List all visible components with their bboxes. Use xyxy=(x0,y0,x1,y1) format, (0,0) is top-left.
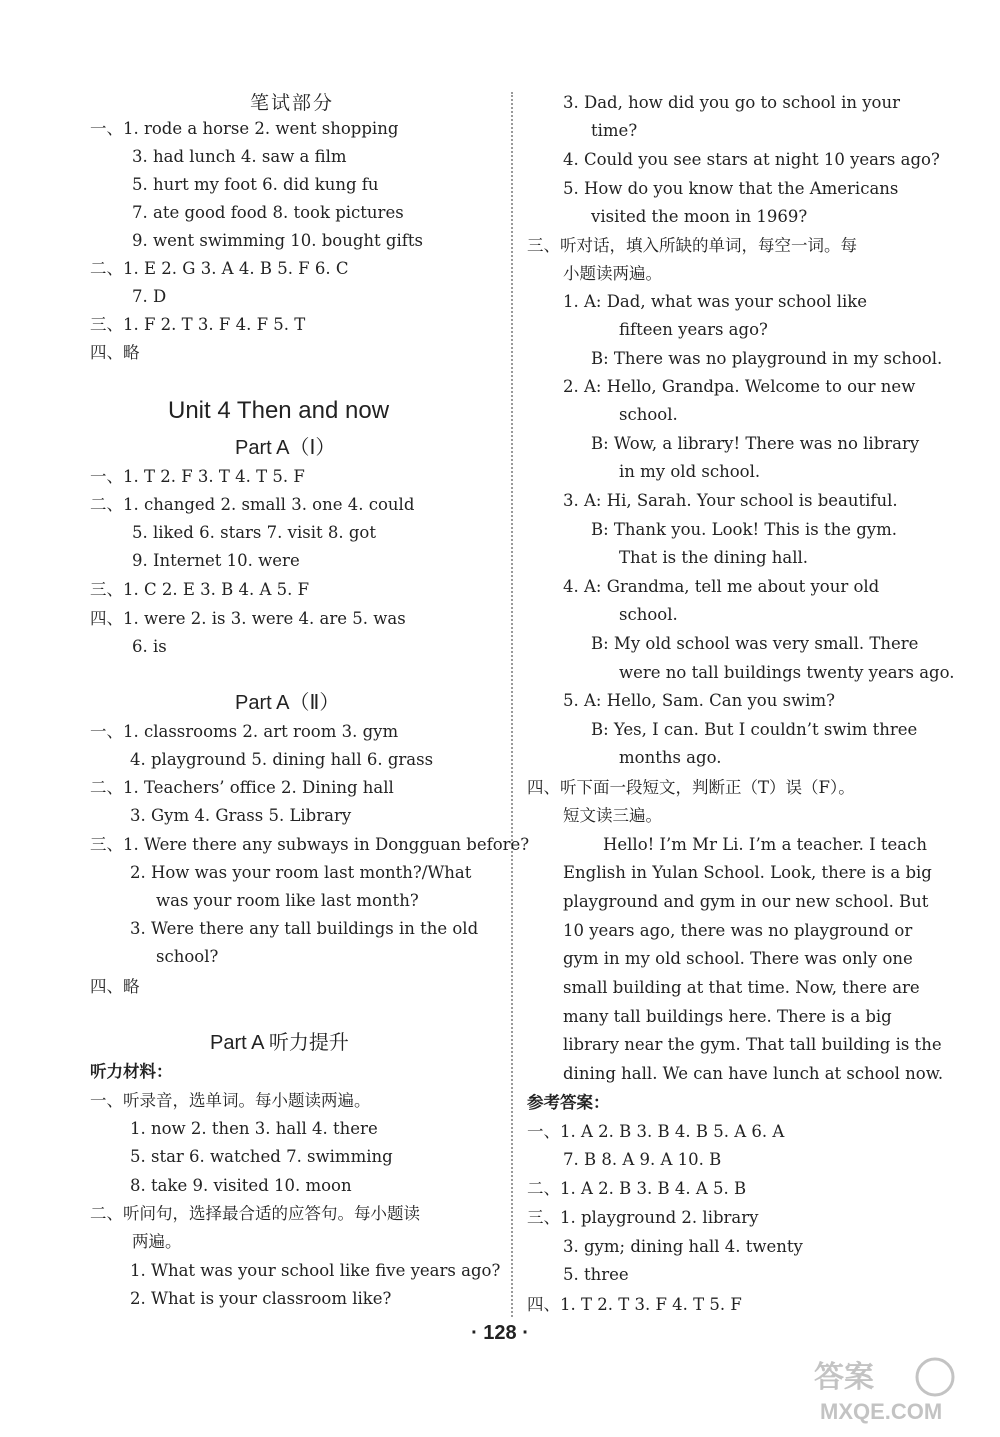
answer-line: 9. Internet 10. were xyxy=(132,551,300,570)
answer-line: 3. gym; dining hall 4. twenty xyxy=(563,1237,803,1256)
answer-line: 7. B 8. A 9. A 10. B xyxy=(563,1150,722,1169)
answer-line: 一、1. rode a horse 2. went shopping xyxy=(90,119,399,138)
answer-line: 4. Could you see stars at night 10 years ago? xyxy=(563,150,940,169)
part-title: Part A 听力提升 xyxy=(210,1032,349,1054)
answer-line: 8. take 9. visited 10. moon xyxy=(130,1176,352,1195)
answer-line: 一、1. T 2. F 3. T 4. T 5. F xyxy=(90,467,305,486)
answer-line: 二、1. Teachers’ office 2. Dining hall xyxy=(90,778,394,797)
answer-line: were no tall buildings twenty years ago. xyxy=(619,663,955,682)
answer-line: 四、1. T 2. T 3. F 4. T 5. F xyxy=(527,1295,742,1314)
answer-line: 3. Gym 4. Grass 5. Library xyxy=(130,806,352,825)
answer-line: 二、听问句，选择最合适的应答句。每小题读 xyxy=(90,1204,420,1223)
answer-line: in my old school. xyxy=(619,462,761,481)
passage-line: dining hall. We can have lunch at school now. xyxy=(563,1064,944,1083)
answer-line: 一、1. classrooms 2. art room 3. gym xyxy=(90,722,399,741)
answer-line: 两遍。 xyxy=(132,1232,182,1251)
passage-line: Hello! I’m Mr Li. I’m a teacher. I teach xyxy=(603,835,927,854)
passage-line: gym in my old school. There was only one xyxy=(563,949,913,968)
svg-text:MXQE.COM: MXQE.COM xyxy=(820,1399,943,1424)
answer-line: 4. playground 5. dining hall 6. grass xyxy=(130,750,434,769)
answer-line: 四、听下面一段短文，判断正（T）误（F）。 xyxy=(527,778,855,797)
passage-line: English in Yulan School. Look, there is a big xyxy=(563,863,932,882)
answer-line: 3. had lunch 4. saw a film xyxy=(132,147,347,166)
passage-line: library near the gym. That tall building is the xyxy=(563,1035,942,1054)
answer-line: 二、1. E 2. G 3. A 4. B 5. F 6. C xyxy=(90,259,349,278)
answer-line: 三、1. Were there any subways in Dongguan before? xyxy=(90,835,530,854)
answer-line: 2. What is your classroom like? xyxy=(130,1289,392,1308)
answer-line: 1. A: Dad, what was your school like xyxy=(563,292,868,311)
listening-label: 听力材料： xyxy=(90,1062,173,1081)
part-title: Part A（Ⅰ） xyxy=(235,437,336,459)
unit-title: Unit 4 Then and now xyxy=(168,397,390,424)
answer-line: 二、1. A 2. B 3. B 4. A 5. B xyxy=(527,1179,747,1198)
answer-line: B: Wow, a library! There was no library xyxy=(591,434,920,453)
answer-line: 四、略 xyxy=(90,343,140,362)
answer-line: 1. What was your school like five years ago? xyxy=(130,1261,501,1280)
answer-line: 7. ate good food 8. took pictures xyxy=(132,203,404,222)
answer-line: 3. Dad, how did you go to school in your xyxy=(563,93,901,112)
answer-line: 3. A: Hi, Sarah. Your school is beautiful. xyxy=(563,491,898,510)
answer-line: school. xyxy=(619,405,678,424)
answer-line: B: There was no playground in my school. xyxy=(591,349,943,368)
answer-line: 5. three xyxy=(563,1265,629,1284)
answer-line: 四、1. were 2. is 3. were 4. are 5. was xyxy=(90,609,406,628)
answers-label: 参考答案： xyxy=(527,1093,610,1112)
watermark-logo xyxy=(810,1349,970,1429)
answer-line: B: Thank you. Look! This is the gym. xyxy=(591,520,897,539)
answer-line: 二、1. changed 2. small 3. one 4. could xyxy=(90,495,415,514)
answer-line: 一、1. A 2. B 3. B 4. B 5. A 6. A xyxy=(527,1122,785,1141)
answer-line: 三、1. C 2. E 3. B 4. A 5. F xyxy=(90,580,310,599)
answer-line: B: Yes, I can. But I couldn’t swim three xyxy=(591,720,918,739)
answer-line: months ago. xyxy=(619,748,722,767)
answer-line: 三、1. F 2. T 3. F 4. F 5. T xyxy=(90,315,306,334)
answer-line: time? xyxy=(591,121,638,140)
answer-line: 4. A: Grandma, tell me about your old xyxy=(563,577,880,596)
passage-line: small building at that time. Now, there are xyxy=(563,978,920,997)
answer-line: 7. D xyxy=(132,287,167,306)
answer-line: 1. now 2. then 3. hall 4. there xyxy=(130,1119,378,1138)
answer-line: visited the moon in 1969? xyxy=(591,207,808,226)
column-divider xyxy=(511,92,513,1317)
answer-line: 2. How was your room last month?/What xyxy=(130,863,472,882)
answer-line: fifteen years ago? xyxy=(619,320,768,339)
answer-line: 三、听对话，填入所缺的单词，每空一词。每 xyxy=(527,236,857,255)
answer-line: 5. hurt my foot 6. did kung fu xyxy=(132,175,379,194)
answer-line: 9. went swimming 10. bought gifts xyxy=(132,231,423,250)
passage-line: many tall buildings here. There is a big xyxy=(563,1007,892,1026)
answer-line: 四、略 xyxy=(90,977,140,996)
answer-line: 小题读两遍。 xyxy=(563,264,662,283)
answer-line: 5. How do you know that the Americans xyxy=(563,179,899,198)
answer-line: 3. Were there any tall buildings in the old xyxy=(130,919,479,938)
answer-line: That is the dining hall. xyxy=(619,548,809,567)
passage-line: 10 years ago, there was no playground or xyxy=(563,921,913,940)
part-title: Part A（Ⅱ） xyxy=(235,692,340,714)
answer-line: 三、1. playground 2. library xyxy=(527,1208,759,1227)
answer-line: 短文读三遍。 xyxy=(563,806,662,825)
answer-line: 6. is xyxy=(132,637,167,656)
page-number: · 128 · xyxy=(471,1322,529,1344)
answer-line: 2. A: Hello, Grandpa. Welcome to our new xyxy=(563,377,916,396)
passage-line: playground and gym in our new school. But xyxy=(563,892,929,911)
answer-line: 5. A: Hello, Sam. Can you swim? xyxy=(563,691,835,710)
answer-line: 5. liked 6. stars 7. visit 8. got xyxy=(132,523,376,542)
answer-line: school? xyxy=(156,947,219,966)
answer-line: 一、听录音，选单词。每小题读两遍。 xyxy=(90,1091,371,1110)
answer-line: was your room like last month? xyxy=(156,891,419,910)
svg-text:答案: 答案 xyxy=(814,1360,874,1395)
answer-line: school. xyxy=(619,605,678,624)
answer-line: 5. star 6. watched 7. swimming xyxy=(130,1147,393,1166)
section-title-written: 笔试部分 xyxy=(250,92,335,114)
answer-line: B: My old school was very small. There xyxy=(591,634,919,653)
